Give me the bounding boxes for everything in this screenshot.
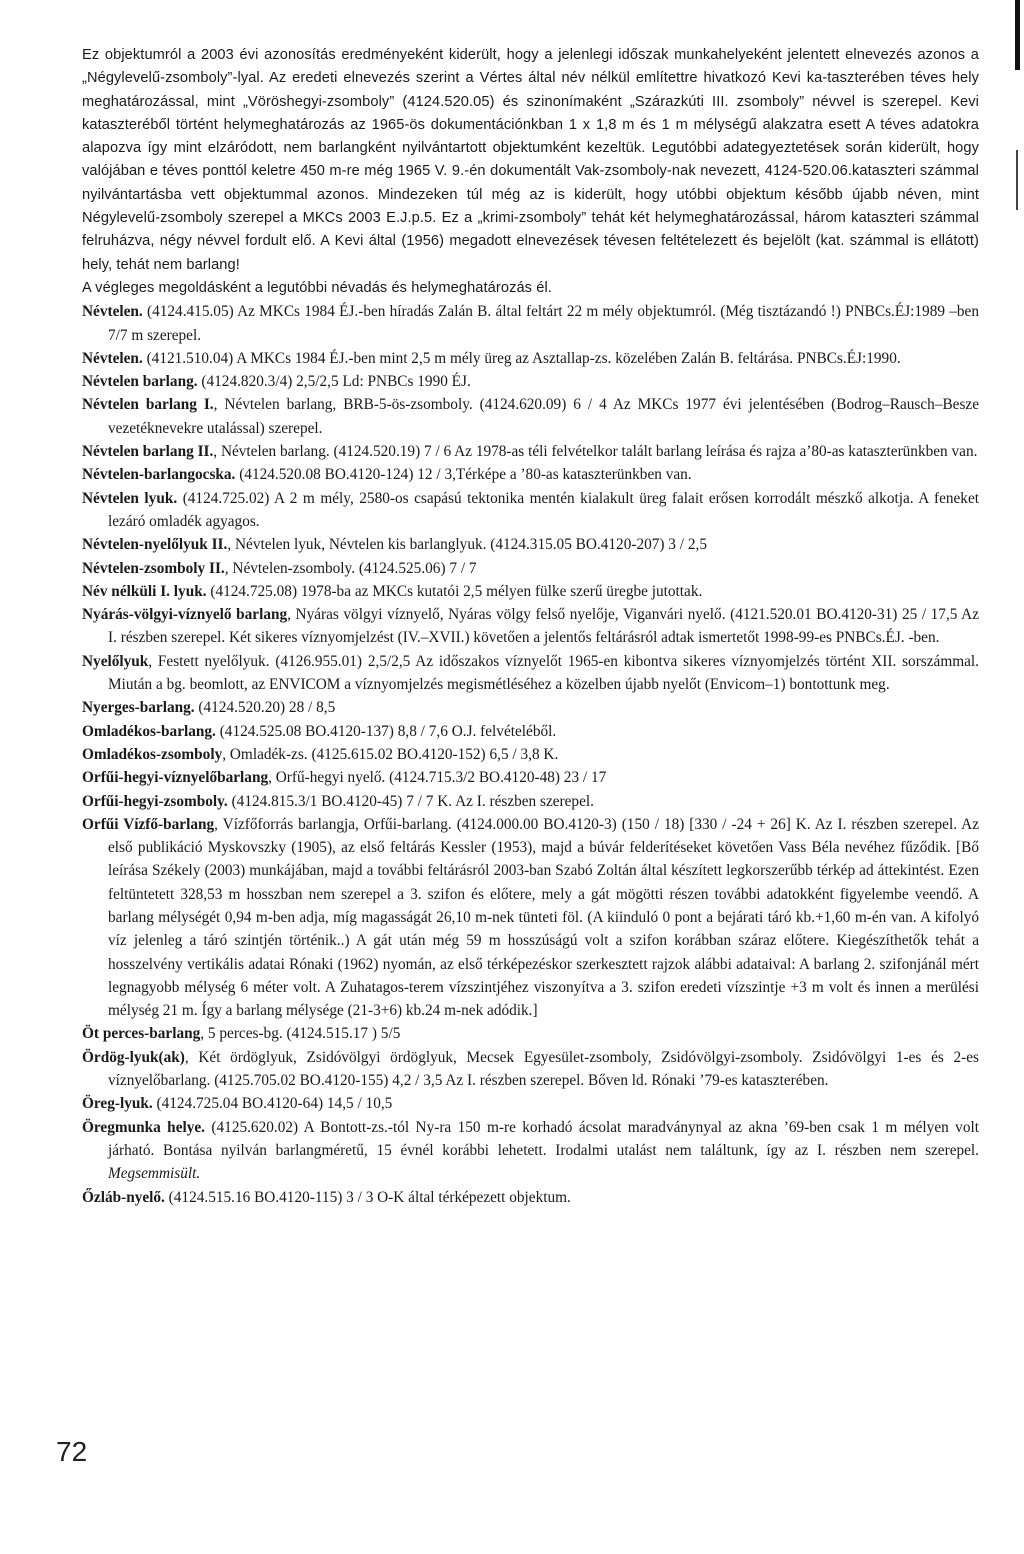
entry-term: Nyárás-völgyi-víznyelő barlang (82, 606, 288, 624)
entry-text: (4124.725.04 BO.4120-64) 14,5 / 10,5 (152, 1095, 393, 1113)
entry-item (82, 440, 979, 463)
entry-text: , Festett nyelőlyuk. (4126.955.01) 2,5/2,5 Az időszakos víznyelőt 1965-en kibontva sikeres víznyomjelzés történt XII. sorszámmal. Miután a bg. beomlott, az ENVICOM a víznyomjelzés megismétléséhez a közelben újabb nyelőt (Envicom–1) bontottunk meg. (108, 652, 979, 694)
document-body (82, 44, 979, 1209)
entry-term: Orfűi-hegyi-víznyelőbarlang (82, 769, 269, 787)
entry-text: , Omladék-zs. (4125.615.02 BO.4120-152) 6,5 / 3,8 K. (222, 745, 559, 763)
entry-text: (4124.520.08 BO.4120-124) 12 / 3,Térképe a ’80-as kataszterünkben van. (235, 466, 692, 484)
entry-item (82, 720, 979, 743)
entry-text: (4124.820.3/4) 2,5/2,5 Ld: PNBCs 1990 ÉJ. (197, 373, 471, 391)
intro-conclusion: A végleges megoldásként a legutóbbi névadás és helymeghatározás él. (82, 279, 552, 296)
entry-term: Névtelen. (82, 303, 143, 321)
entry-term: Névtelen lyuk. (82, 489, 178, 507)
page-number: 72 (56, 1436, 88, 1467)
entry-text: (4124.725.02) A 2 m mély, 2580-os csapású tektonika mentén kialakult üreg falait erősen korrodált mészkő alkotja. A feneket lezáró omladék agyagos. (108, 489, 979, 530)
entry-note: Megsemmisült. (108, 1165, 201, 1183)
entry-term: Nyelőlyuk (82, 652, 149, 670)
page-edge-mark (1016, 150, 1018, 210)
entry-item (82, 463, 979, 486)
entry-item (82, 790, 979, 813)
entry-text: , Névtelen barlang. (4124.520.19) 7 / 6 Az 1978-as téli felvételkor talált barlang leírása és rajza a’80-as kataszterünkben van. (213, 443, 978, 461)
entry-item (82, 1092, 979, 1115)
entry-item (82, 393, 979, 440)
entry-text: , Orfű-hegyi nyelő. (4124.715.3/2 BO.4120-48) 23 / 17 (268, 769, 607, 787)
entry-list (82, 300, 979, 1209)
entry-item (82, 347, 979, 370)
entry-term: Öreg-lyuk. (82, 1095, 153, 1113)
entry-term: Névtelen barlang. (82, 373, 198, 391)
entry-text: (4124.415.05) Az MKCs 1984 ÉJ.-ben híradás Zalán B. által feltárt 22 m mély objektumról. (Még tisztázandó !) PNBCs.ÉJ:1989 –ben 7/7 m szerepel. (108, 303, 979, 344)
entry-term: Névtelen barlang I. (82, 396, 214, 414)
entry-text: , Vízfőforrás barlangja, Orfűi-barlang. (4124.000.00 BO.4120-3) (150 / 18) [330 / -24 + 26] K. Az I. részben szerepel. Az első publikáció Myskovszky (1905), az első feltárás Kessler (1953), majd a búvár felderítéseket követően Vass Béla nevéhez fűződik. [Bő leírása Székely (2003) munkájában, majd a további feltárásról 2003-ban Szabó Zoltán által készített legkorszerűbb térkép ad áttekintést. Ezen feltüntetett 328,53 m hosszban nem szerepel a 3. szifon és előtere, mely a gát mögötti részen további adatokként figyelembe veendő. A barlang mélységét 0,94 m-ben adja, míg magasságát 26,10 m-nek tünteti föl. (A kiinduló 0 pont a bejárati táró kb.+1,60 m-én van. A kifolyó víz jelenleg a táró szintjén történik..) A gát után még 59 m hosszúságú volt a szifon korábban száraz előtere. Kiegészíthetők tehát a hosszelvény vertikális adatai Rónaki (1962) nyomán, az első térképezéskor szerkesztett rajzok alábbi adataival: A barlang 2. szifonjánál mért legnagyobb mélység 6 méter volt. A Zuhatagos-terem vízszintjéhez viszonyítva a 3. szifon eredeti vízszintje +3 m volt és innen a merülési mélység 21 m. Így a barlang mélysége (21-3+6) kb.24 m-nek adódik.] (108, 815, 979, 1020)
entry-term: Omladékos-barlang. (82, 722, 216, 740)
entry-item (82, 1022, 979, 1045)
entry-item (82, 300, 979, 347)
entry-item (82, 696, 979, 719)
entry-text: , 5 perces-bg. (4124.515.17 ) 5/5 (200, 1025, 401, 1043)
entry-item (82, 766, 979, 789)
entry-term: Névtelen. (82, 349, 143, 367)
entry-text: (4124.515.16 BO.4120-115) 3 / 3 O-K által térképezett objektum. (164, 1188, 571, 1206)
intro-text: Ez objektumról a 2003 évi azonosítás eredményeként kiderült, hogy a jelenlegi időszak munkahelyeként jelentett elnevezés azonos a „Négylevelű-zsomboly”-lyal. Az eredeti elnevezés szerint a Vértes által név nélkül említettre hivatkozó Kevi ka-taszterében téves hely meghatározással, mint „Vöröshegyi-zsomboly” (4124.520.05) és szinonímaként „Szárazkúti III. zsomboly” névvel is szerepel. Kevi kataszteréből történt helymeghatározás az 1965-ös dokumentációnkban 1 x 1,8 m és 1 m mélységű alakzatra esett A téves adatokra alapozva így mint elzáródott, nem barlangként nyilvántartott objektumként kezeltük. Legutóbbi adategyeztetések során kiderült, hogy valójában e téves ponttól keletre 450 m-re még 1965 V. 9.-én dokumentált Vak-zsomboly-nak nevezett, 4124-520.06.kataszteri számmal nyilvántartásba vett objektummal azonos. Mindezeken túl még az is kiderült, hogy utóbbi objektum később újabb néven, mint Négylevelű-zsomboly szerepel a MKCs 2003 E.J.p.5. Ez a „krimi-zsomboly” tehát két helymeghatározással, három kataszteri számmal felruházva, négy névvel fordult elő. A Kevi által (1956) megadott elnevezések tévesen feltételezett és bejelölt (kat. számmal is ellátott) hely, tehát nem barlang! (82, 47, 979, 273)
entry-item (82, 1186, 979, 1209)
entry-item (82, 487, 979, 534)
entry-term: Omladékos-zsomboly (82, 745, 223, 763)
entry-item (82, 557, 979, 580)
entry-item (82, 580, 979, 603)
entry-item (82, 533, 979, 556)
entry-term: Név nélküli I. lyuk. (82, 582, 207, 600)
entry-text: (4124.525.08 BO.4120-137) 8,8 / 7,6 O.J. felvételéből. (215, 722, 557, 740)
intro-paragraph (82, 44, 979, 300)
entry-text: , Névtelen-zsomboly. (4124.525.06) 7 / 7 (224, 559, 477, 577)
entry-term: Névtelen-barlangocska. (82, 466, 236, 484)
entry-item (82, 1116, 979, 1186)
entry-term: Névtelen-nyelőlyuk II. (82, 536, 228, 554)
entry-text: , Névtelen barlang, BRB-5-ös-zsomboly. (4124.620.09) 6 / 4 Az MKCs 1977 évi jelentésében (Bodrog–Rausch–Besze vezetéknevekre utalással) szerepel. (108, 396, 979, 437)
entry-item (82, 743, 979, 766)
entry-term: Névtelen barlang II. (82, 443, 214, 461)
entry-term: Öregmunka helye. (82, 1118, 205, 1136)
entry-term: Őzláb-nyelő. (82, 1188, 165, 1206)
entry-text: , Nyáras völgyi víznyelő, Nyáras völgy felső nyelője, Viganvári nyelő. (4121.520.01 BO.4120-31) 25 / 17,5 Az I. részben szerepel. Két sikeres víznyomjelzést (IV.–XVII.) követően a jelentős feltárásról adtak ismertetőt 1998-99-es PNBCs.ÉJ. -ben. (108, 606, 979, 647)
entry-text: (4125.620.02) A Bontott-zs.-tól Ny-ra 150 m-re korhadó ácsolat maradványnyal az akna ’69-ben csak 1 m mélyen volt járható. Bontása nyilván barlangméretű, 15 évnél korábbi lehetett. Irodalmi utalást nem találtunk, így az I. részben nem szerepel. (108, 1118, 979, 1159)
entry-text: , Névtelen lyuk, Névtelen kis barlanglyuk. (4124.315.05 BO.4120-207) 3 / 2,5 (227, 536, 707, 554)
entry-term: Nyerges-barlang. (82, 699, 195, 717)
entry-item (82, 370, 979, 393)
entry-item (82, 603, 979, 650)
entry-item (82, 1046, 979, 1093)
entry-term: Orfűi-hegyi-zsomboly. (82, 792, 228, 810)
entry-text: (4121.510.04) A MKCs 1984 ÉJ.-ben mint 2,5 m mély üreg az Asztallap-zs. közelében Zalán B. feltárása. PNBCs.ÉJ:1990. (142, 349, 901, 367)
entry-text: (4124.725.08) 1978-ba az MKCs kutatói 2,5 mélyen fülke szerű üregbe jutottak. (206, 582, 703, 600)
entry-term: Öt perces-barlang (82, 1025, 201, 1043)
entry-item (82, 813, 979, 1023)
entry-item (82, 650, 979, 697)
entry-text: (4124.520.20) 28 / 8,5 (194, 699, 336, 717)
entry-term: Orfűi Vízfő-barlang (82, 815, 215, 833)
entry-term: Névtelen-zsomboly II. (82, 559, 225, 577)
entry-text: (4124.815.3/1 BO.4120-45) 7 / 7 K. Az I. részben szerepel. (227, 792, 594, 810)
entry-term: Ördög-lyuk(ak) (82, 1048, 185, 1066)
entry-text: , Két ördöglyuk, Zsidóvölgyi ördöglyuk, Mecsek Egyesület-zsomboly, Zsidóvölgyi-zsomboly. Zsidóvölgyi 1-es és 2-es víznyelőbarlang. (4125.705.02 BO.4120-155) 4,2 / 3,5 Az I. részben szerepel. Bőven ld. Rónaki ’79-es kataszterében. (108, 1048, 979, 1090)
page-edge-mark (1015, 0, 1020, 70)
